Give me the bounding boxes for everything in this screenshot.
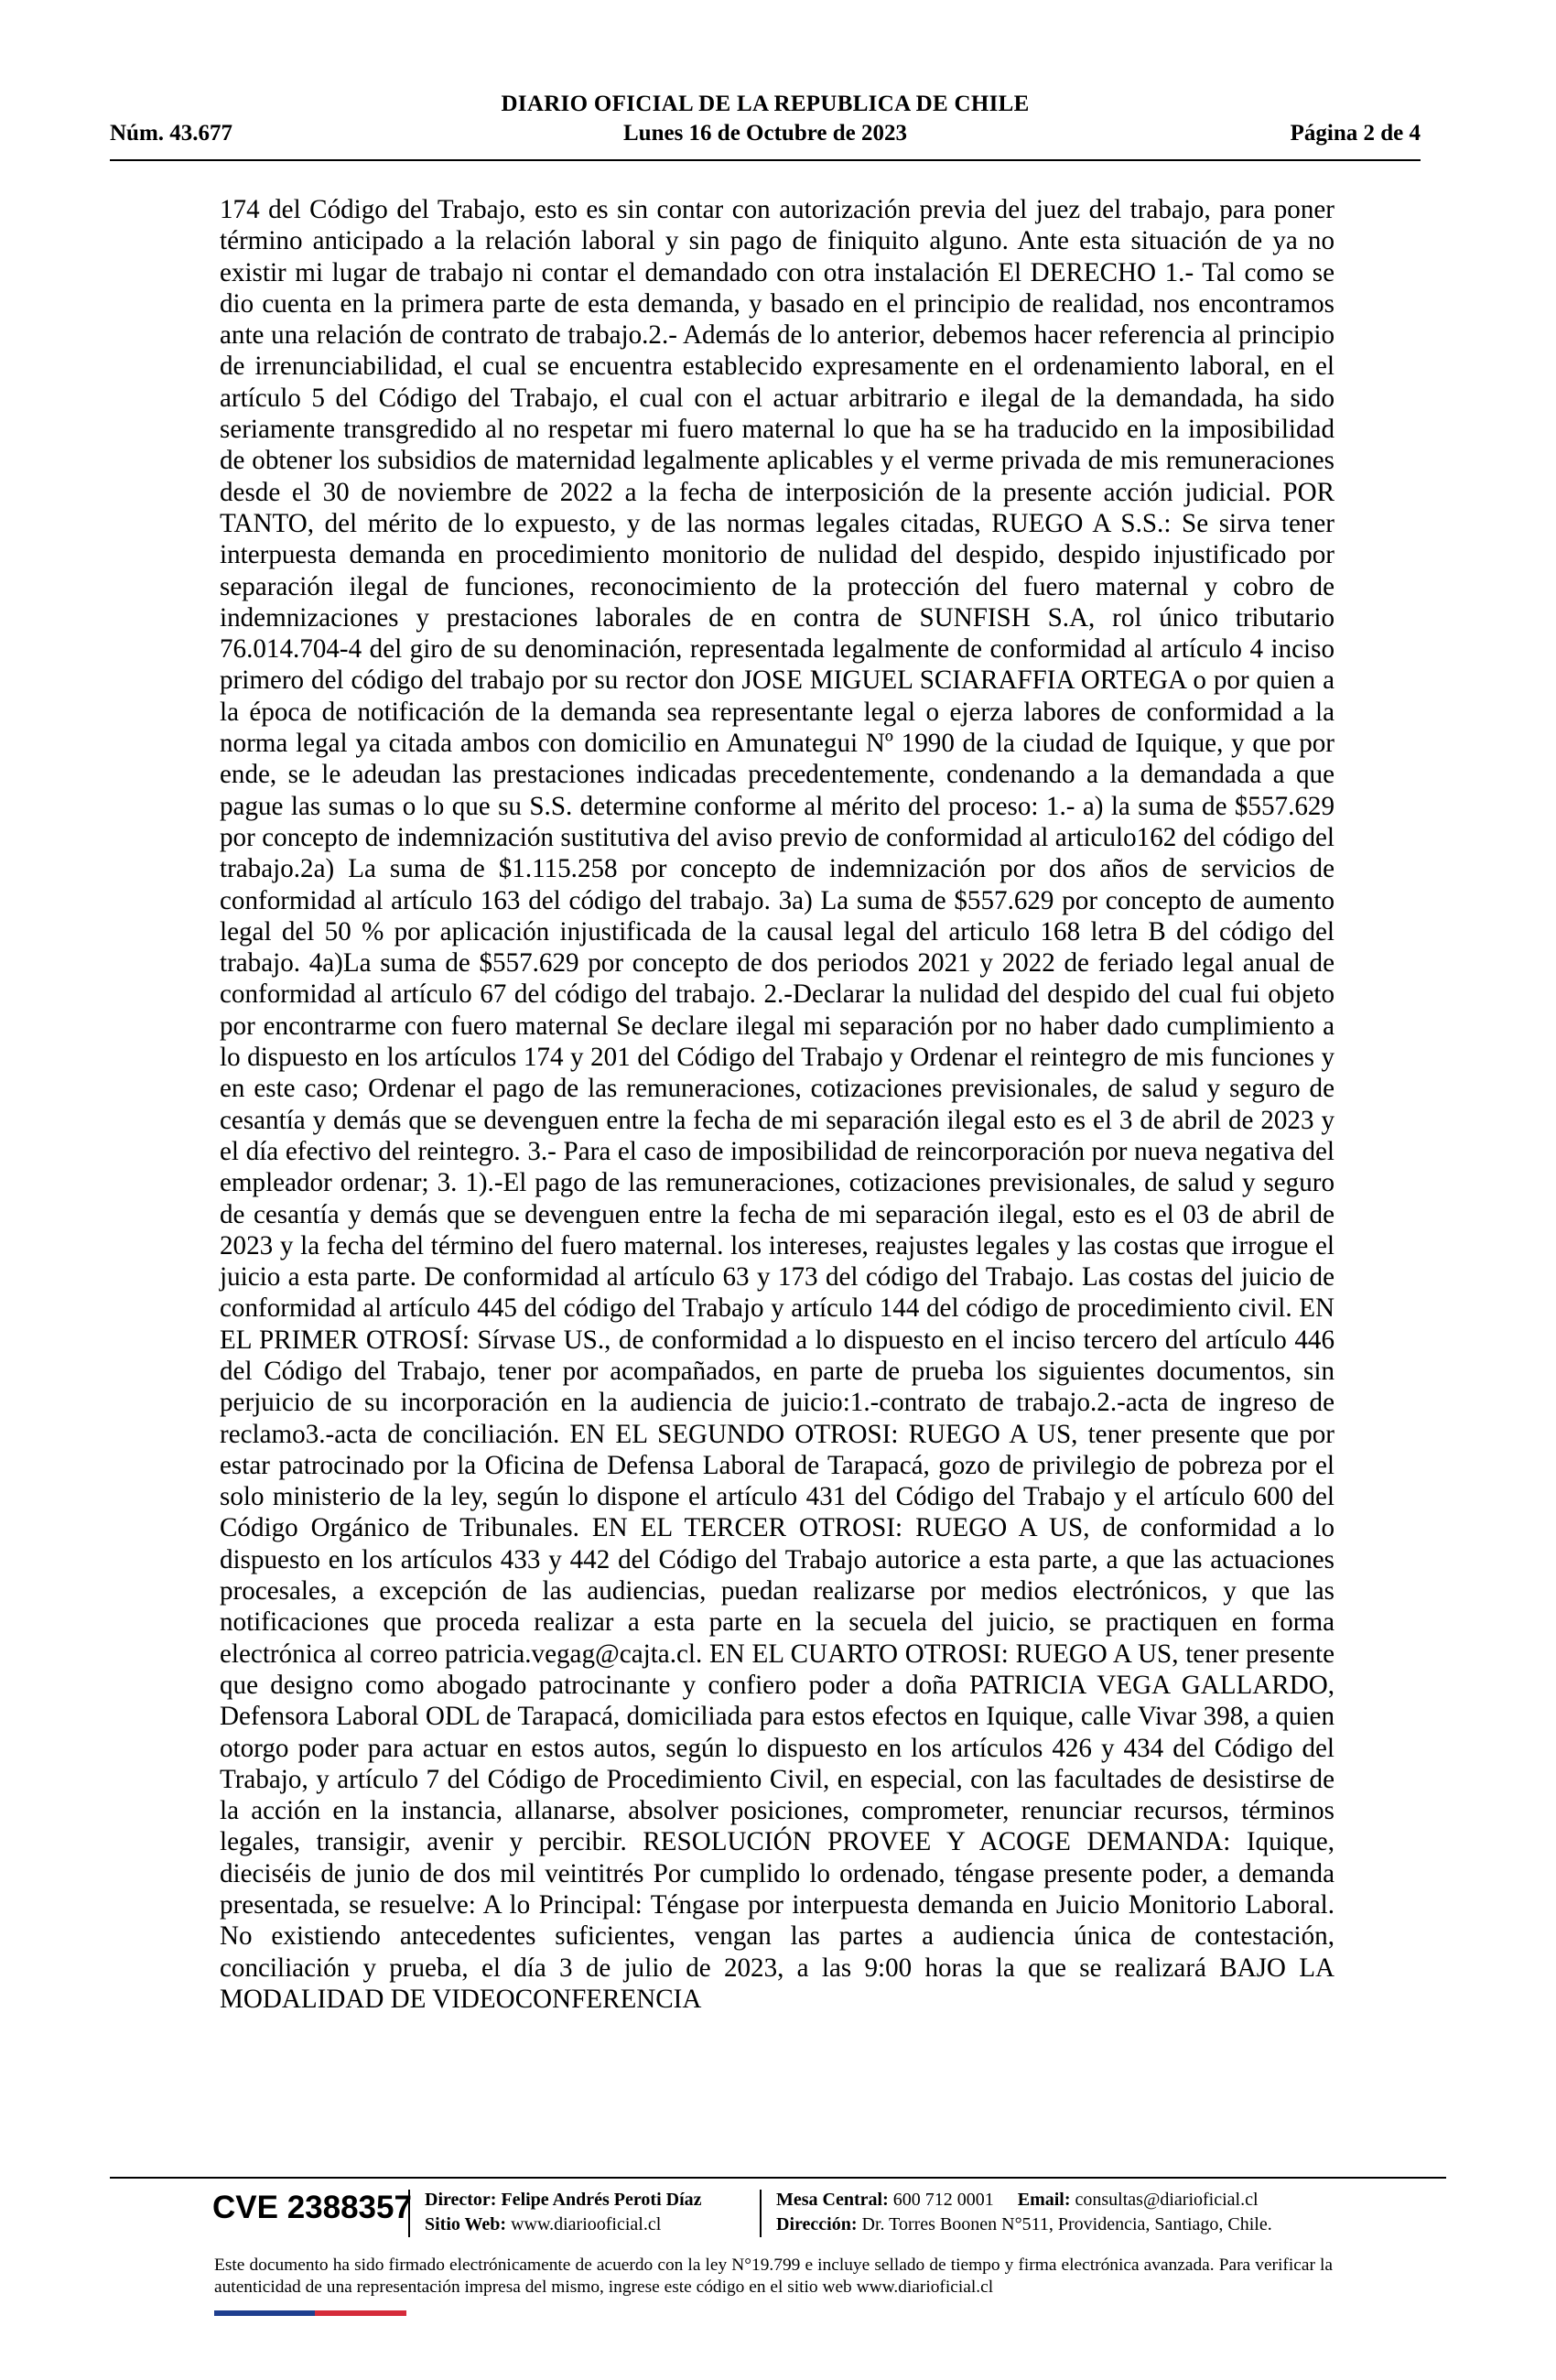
address-value: Dr. Torres Boonen N°511, Providencia, Santiago, Chile. — [861, 2214, 1272, 2234]
page-footer — [212, 2188, 1356, 2252]
address-label: Dirección: — [776, 2214, 858, 2234]
header-divider — [110, 159, 1421, 161]
email-link[interactable]: consultas@diarioficial.cl — [1075, 2190, 1259, 2210]
body-paragraph: 174 del Código del Trabajo, esto es sin contar con autorización previa del juez del trabajo, para poner término anticipado a la relación laboral y sin pago de finiquito alguno. Ante esta situación de ya no existir mi lugar de trabajo ni contar el demandado con otra instalación El DERECHO 1.- Tal como se dio cuenta en la primera parte de esta demanda, y basado en el principio de realidad, nos encontramos ante una relación de contrato de trabajo.2.- Además de lo anterior, debemos hacer referencia al principio de irrenunciabilidad, el cual se encuentra establecido expresamente en el ordenamiento laboral, en el artículo 5 del Código del Trabajo, el cual con el actuar arbitrario e ilegal de la demandada, ha sido seriamente transgredido al no respetar mi fuero maternal lo que ha se ha traducido en la imposibilidad de obtener los subsidios de maternidad legalmente aplicables y el verme privada de mis remuneraciones desde el 30 de noviembre de 2022 a la fecha de interposición de la presente acción judicial. POR TANTO, del mérito de lo expuesto, y de las normas legales citadas, RUEGO A S.S.: Se sirva tener interpuesta demanda en procedimiento monitorio de nulidad del despido, despido injustificado por separación ilegal de funciones, reconocimiento de la protección del fuero maternal y cobro de indemnizaciones y prestaciones laborales de en contra de SUNFISH S.A, rol único tributario 76.014.704-4 del giro de su denominación, representada legalmente de conformidad al artículo 4 inciso primero del código del trabajo por su rector don JOSE MIGUEL SCIARAFFIA ORTEGA o por quien a la época de notificación de la demanda sea representante legal o ejerza labores de conformidad a la norma legal ya citada ambos con domicilio en Amunategui Nº 1990 de la ciudad de Iquique, y que por ende, se le adeudan las prestaciones indicadas precedentemente, condenando a la demandada a que pague las sumas o lo que su S.S. determine conforme al mérito del proceso: 1.- a) la suma de $557.629 por concepto de indemnización sustitutiva del aviso previo de conformidad al articulo162 del código del trabajo.2a) La suma de $1.115.258 por concepto de indemnización por dos años de servicios de conformidad al artículo 163 del código del trabajo. 3a) La suma de $557.629 por concepto de aumento legal del 50 % por aplicación injustificada de la causal legal del articulo 168 letra B del código del trabajo. 4a)La suma de $557.629 por concepto de dos periodos 2021 y 2022 de feriado legal anual de conformidad al artículo 67 del código del trabajo. 2.-Declarar la nulidad del despido del cual fui objeto por encontrarme con fuero maternal Se declare ilegal mi separación por no haber dado cumplimiento a lo dispuesto en los artículos 174 y 201 del Código del Trabajo y Ordenar el reintegro de mis funciones y en este caso; Ordenar el pago de las remuneraciones, cotizaciones previsionales, de salud y seguro de cesantía y demás que se devenguen entre la fecha de mi separación ilegal esto es el 3 de abril de 2023 y el día efectivo del reintegro. 3.- Para el caso de imposibilidad de reincorporación por nueva negativa del empleador ordenar; 3. 1).-El pago de las remuneraciones, cotizaciones previsionales, de salud y seguro de cesantía y demás que se devenguen entre la fecha de mi separación ilegal, esto es el 03 de abril de 2023 y la fecha del término del fuero maternal. los intereses, reajustes legales y las costas que irrogue el juicio a esta parte. De conformidad al artículo 63 y 173 del código del Trabajo. Las costas del juicio de conformidad al artículo 445 del código del Trabajo y artículo 144 del código de procedimiento civil. EN EL PRIMER OTROSÍ: Sírvase US., de conformidad a lo dispuesto en el inciso tercero del artículo 446 del Código del Trabajo, tener por acompañados, en parte de prueba los siguientes documentos, sin perjuicio de su incorporación en la audiencia de juicio:1.-contrato de trabajo.2.-acta de ingreso de reclamo3.-acta de conciliación. EN EL SEGUNDO OTROSI: RUEGO A US, tener presente que por estar patrocinado por la Oficina de Defensa Laboral de Tarapacá, gozo de privilegio de pobreza por el solo ministerio de la ley, según lo dispone el artículo 431 del Código del Trabajo y el artículo 600 del Código Orgánico de Tribunales. EN EL TERCER OTROSI: RUEGO A US, de conformidad a lo dispuesto en los artículos 433 y 442 del Código del Trabajo autorice a esta parte, a que las actuaciones procesales, a excepción de las audiencias, puedan realizarse por medios electrónicos, y que las notificaciones que proceda realizar a esta parte en la secuela del juicio, se practiquen en forma electrónica al correo patricia.vegag@cajta.cl. EN EL CUARTO OTROSI: RUEGO A US, tener presente que designo como abogado patrocinante y confiero poder a doña PATRICIA VEGA GALLARDO, Defensora Laboral ODL de Tarapacá, domiciliada para estos efectos en Iquique, calle Vivar 398, a quien otorgo poder para actuar en estos autos, según lo dispuesto en los artículos 426 y 434 del Código del Trabajo, y artículo 7 del Código de Procedimiento Civil, en especial, con las facultades de desistirse de la acción en la instancia, allanarse, absolver posiciones, comprometer, renunciar recursos, términos legales, transigir, avenir y percibir. RESOLUCIÓN PROVEE Y ACOGE DEMANDA: Iquique, dieciséis de junio de dos mil veintitrés Por cumplido lo ordenado, téngase presente poder, a demanda presentada, se resuelve: A lo Principal: Téngase por interpuesta demanda en Juicio Monitorio Laboral. No existiendo antecedentes suficientes, vengan las partes a audiencia única de contestación, conciliación y prueba, el día 3 de julio de 2023, a las 9:00 horas la que se realizará BAJO LA MODALIDAD DE VIDEOCONFERENCIA — [220, 195, 1334, 2014]
website-link[interactable]: www.diariooficial.cl — [511, 2214, 662, 2234]
publication-date: Lunes 16 de Octubre de 2023 — [623, 121, 907, 146]
masthead: DIARIO OFICIAL DE LA REPUBLICA DE CHILE — [501, 92, 1030, 116]
document-body — [220, 194, 1334, 2015]
email-label: Email: — [1017, 2190, 1071, 2210]
footer-contact-block — [776, 2188, 1272, 2237]
director-label: Director: — [425, 2190, 497, 2210]
flag-stripe-red — [315, 2310, 406, 2316]
cve-code: CVE 2388357 — [212, 2190, 412, 2225]
issue-number: Núm. 43.677 — [110, 121, 233, 146]
page-number: Página 2 de 4 — [1290, 121, 1421, 146]
signature-notice: Este documento ha sido firmado electrónicamente de acuerdo con la ley N°19.799 e incluye sellado de tiempo y firma electrónica avanzada. Para verificar la autenticidad de una representación impresa del mismo, ingrese este código en el sitio web www.diarioficial.cl — [214, 2256, 1333, 2297]
website-label: Sitio Web: — [425, 2214, 507, 2234]
footer-separator — [408, 2190, 410, 2237]
director-name: Felipe Andrés Peroti Díaz — [501, 2190, 702, 2210]
phone-value: 600 712 0001 — [892, 2190, 994, 2210]
footer-director-block — [425, 2188, 702, 2237]
page-header — [110, 92, 1421, 156]
flag-stripe-blue — [214, 2310, 315, 2316]
footer-separator — [760, 2190, 762, 2237]
footer-divider — [110, 2177, 1446, 2179]
phone-label: Mesa Central: — [776, 2190, 889, 2210]
